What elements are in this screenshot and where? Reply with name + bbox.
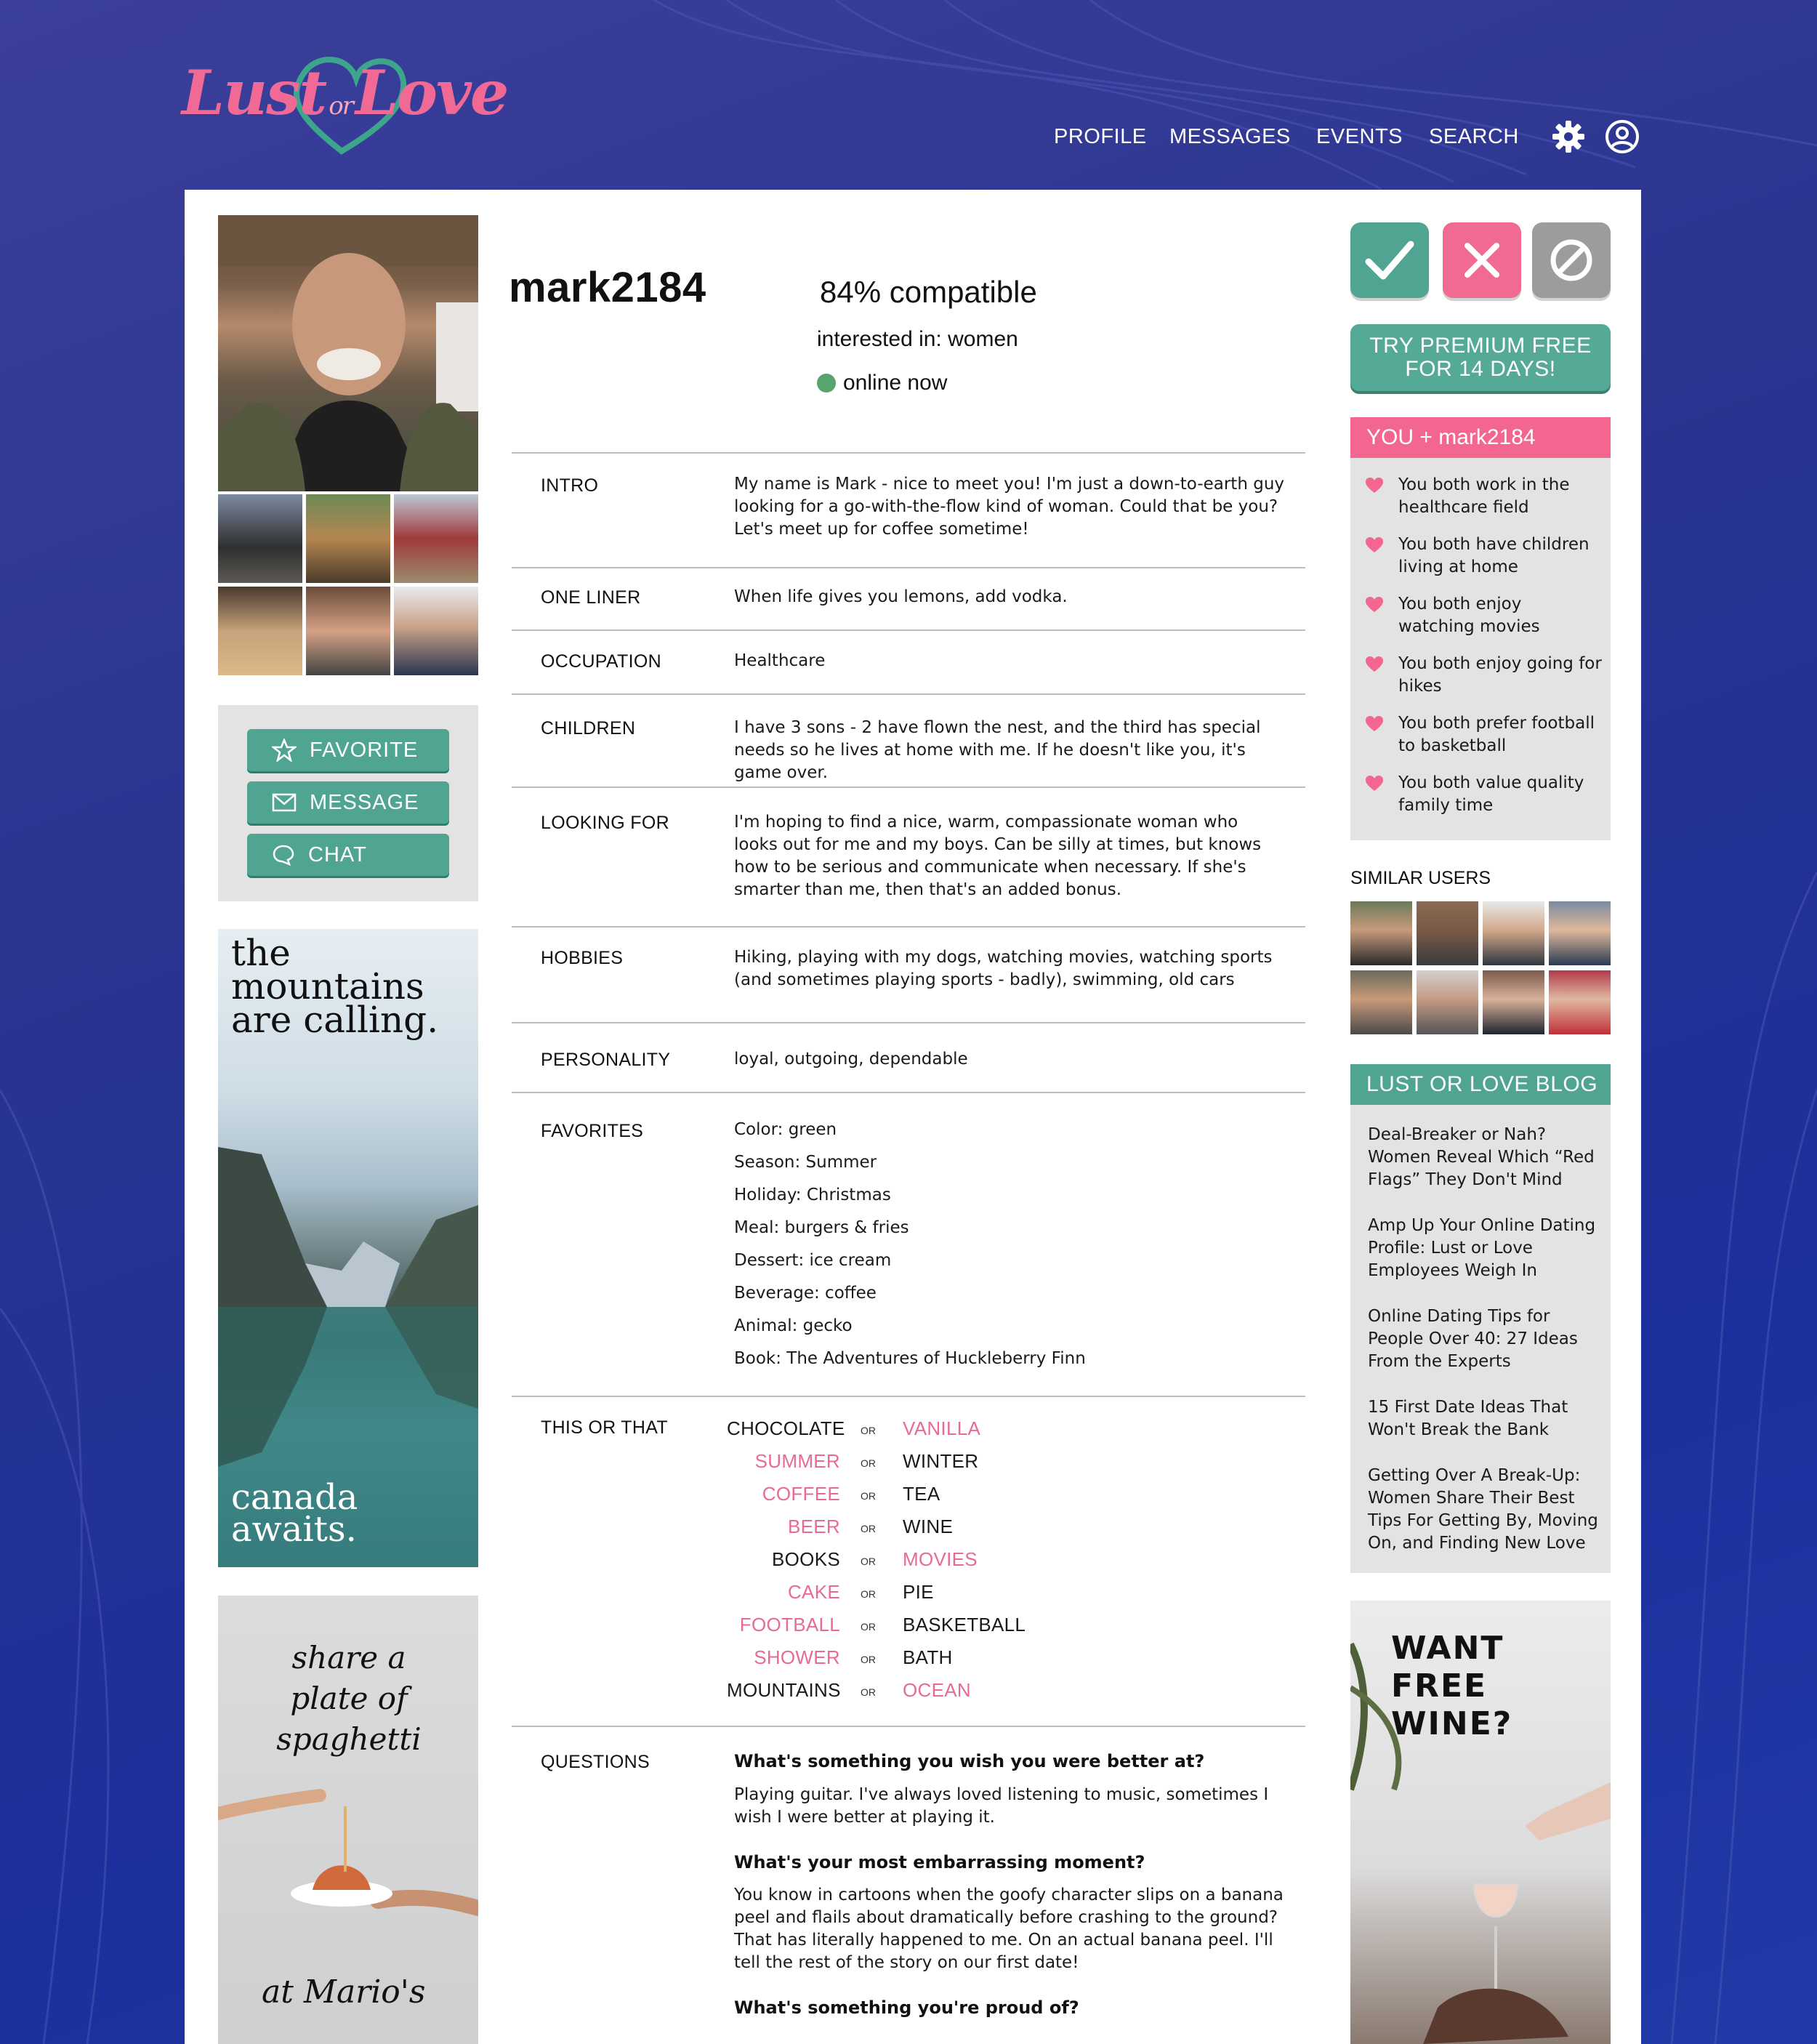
section-value-hobbies: Hiking, playing with my dogs, watching movies, watching sports (and sometimes playing sports - badly), swimming, old cars xyxy=(734,948,1273,989)
close-icon xyxy=(1462,240,1502,281)
this-or-that-right: BASKETBALL xyxy=(903,1614,1026,1635)
heart-icon xyxy=(1365,477,1384,494)
similar-user-avatar[interactable] xyxy=(1483,970,1544,1034)
blog-link[interactable]: Deal-Breaker or Nah? Women Reveal Which “Red Flags” They Don't Mind xyxy=(1368,1125,1595,1189)
this-or-that-right: VANILLA xyxy=(903,1417,981,1439)
logo-wordmark: Lust orLove xyxy=(182,57,508,129)
shared-interest-item: You both enjoy going for hikes xyxy=(1398,654,1602,696)
spaghetti-ad-headline: share a plate of spaghetti xyxy=(276,1640,422,1757)
this-or-that-left: CHOCOLATE xyxy=(727,1417,845,1439)
block-icon xyxy=(1548,237,1595,283)
chat-button[interactable] xyxy=(247,834,449,876)
this-or-that-left: MOUNTAINS xyxy=(727,1679,841,1701)
divider xyxy=(512,1022,1305,1023)
divider xyxy=(512,1092,1305,1093)
section-value-personality: loyal, outgoing, dependable xyxy=(734,1050,968,1069)
nav-events[interactable]: EVENTS xyxy=(1316,125,1403,148)
free-wine-ad[interactable] xyxy=(1350,1601,1611,2044)
gear-icon[interactable] xyxy=(1551,119,1586,154)
premium-line-1: TRY PREMIUM FREE xyxy=(1369,334,1592,358)
section-value-intro: My name is Mark - nice to meet you! I'm just a down-to-earth guy looking for a go-with-the-flow kind of woman. Could that be you? Let's meet up for coffee sometime! xyxy=(734,475,1285,539)
similar-users-grid xyxy=(1350,901,1611,1034)
similar-user-avatar[interactable] xyxy=(1350,901,1412,965)
similar-user-avatar[interactable] xyxy=(1350,970,1412,1034)
photo-thumbnail[interactable] xyxy=(306,587,390,675)
this-or-that-left: COFFEE xyxy=(762,1483,840,1505)
this-or-that-or: OR xyxy=(861,1588,876,1600)
shared-interest-item: You both work in the healthcare field xyxy=(1398,475,1570,517)
shared-interest-item: You both prefer football to basketball xyxy=(1398,714,1595,755)
photo-thumbnail[interactable] xyxy=(394,587,478,675)
heart-icon xyxy=(1365,656,1384,673)
this-or-that-right: WINTER xyxy=(903,1450,979,1472)
divider xyxy=(512,1396,1305,1397)
message-label: MESSAGE xyxy=(310,790,419,814)
this-or-that-left: SHOWER xyxy=(754,1646,840,1668)
favorite-item: Animal: gecko xyxy=(734,1316,853,1335)
user-account-icon[interactable] xyxy=(1605,119,1640,154)
section-label-favorites: FAVORITES xyxy=(541,1121,644,1141)
favorite-item: Color: green xyxy=(734,1120,837,1139)
section-label-occupation: OCCUPATION xyxy=(541,651,661,672)
favorite-item: Meal: burgers & fries xyxy=(734,1218,909,1237)
divider xyxy=(512,786,1305,788)
photo-thumbnail[interactable] xyxy=(218,587,302,675)
blog-box xyxy=(1350,1064,1611,1573)
section-label-questions: QUESTIONS xyxy=(541,1752,650,1772)
shared-interests-box xyxy=(1350,417,1611,840)
interested-in: interested in: women xyxy=(817,327,1018,351)
divider xyxy=(512,693,1305,695)
section-value-occupation: Healthcare xyxy=(734,651,826,670)
spaghetti-ad-tagline: at Mario's xyxy=(262,1973,426,2011)
checkmark-icon xyxy=(1364,238,1415,282)
this-or-that-or: OR xyxy=(861,1621,876,1633)
section-label-hobbies: HOBBIES xyxy=(541,948,624,968)
this-or-that-left: BOOKS xyxy=(772,1548,840,1570)
section-label-one-liner: ONE LINER xyxy=(541,587,641,608)
similar-user-avatar[interactable] xyxy=(1417,901,1478,965)
like-button[interactable] xyxy=(1350,222,1429,298)
heart-icon xyxy=(1365,536,1384,554)
online-status-text: online now xyxy=(843,371,948,395)
nav-messages[interactable]: MESSAGES xyxy=(1169,125,1291,148)
nav-profile[interactable]: PROFILE xyxy=(1054,125,1147,148)
blog-title: LUST OR LOVE BLOG xyxy=(1350,1064,1611,1105)
this-or-that-or: OR xyxy=(861,1686,876,1698)
shared-interest-item: You both have children living at home xyxy=(1398,535,1590,576)
chat-label: CHAT xyxy=(308,842,367,866)
this-or-that-or: OR xyxy=(861,1490,876,1502)
blog-link[interactable]: Getting Over A Break-Up: Women Share Their Best Tips For Getting By, Moving On, and Finding New Love xyxy=(1368,1466,1598,1553)
site-logo[interactable] xyxy=(182,49,508,158)
section-value-children: I have 3 sons - 2 have flown the nest, and the third has special needs so he lives at home with me. If he doesn't like you, it's game over. xyxy=(734,718,1261,782)
question-title: What's your most embarrassing moment? xyxy=(734,1852,1145,1872)
photo-thumbnail[interactable] xyxy=(306,494,390,583)
this-or-that-right: BATH xyxy=(903,1646,953,1668)
canada-ad[interactable] xyxy=(218,929,478,1567)
wine-ad-headline: WANT FREE WINE? xyxy=(1391,1630,1513,1742)
this-or-that-right: MOVIES xyxy=(903,1548,978,1570)
blog-link[interactable]: Amp Up Your Online Dating Profile: Lust or Love Employees Weigh In xyxy=(1368,1216,1596,1280)
heart-icon xyxy=(1365,715,1384,733)
message-button[interactable] xyxy=(247,781,449,824)
blog-link[interactable]: 15 First Date Ideas That Won't Break the Bank xyxy=(1368,1398,1568,1439)
heart-icon xyxy=(1365,596,1384,613)
question-answer: Playing guitar. I've always loved listening to music, sometimes I wish I were better at playing it. xyxy=(734,1785,1269,1827)
similar-users-title: SIMILAR USERS xyxy=(1350,868,1491,888)
divider xyxy=(512,452,1305,454)
shared-interests-title: YOU + mark2184 xyxy=(1350,417,1611,458)
divider xyxy=(512,567,1305,568)
this-or-that-or: OR xyxy=(861,1556,876,1567)
photo-thumbnail[interactable] xyxy=(394,494,478,583)
nav-search[interactable]: SEARCH xyxy=(1429,125,1519,148)
this-or-that-left: CAKE xyxy=(787,1581,840,1603)
favorite-item: Dessert: ice cream xyxy=(734,1251,892,1270)
this-or-that-left: BEER xyxy=(787,1516,840,1537)
section-value-looking-for: I'm hoping to find a nice, warm, compassionate woman who looks out for me and my boys. Can be silly at times, but knows how to be serious and communicate when necessary. If she's smarter than me, then that's an added bonus. xyxy=(734,813,1262,899)
section-value-one-liner: When life gives you lemons, add vodka. xyxy=(734,587,1068,606)
question-answer: You know in cartoons when the goofy character slips on a banana peel and flails about dramatically before crashing to the ground? That has literally happened to me. On an actual banana peel. I'll tell the rest of the story on our first date! xyxy=(734,1886,1284,1972)
this-or-that-or: OR xyxy=(861,1425,876,1436)
this-or-that-right: TEA xyxy=(903,1483,940,1505)
this-or-that-or: OR xyxy=(861,1457,876,1469)
section-label-looking-for: LOOKING FOR xyxy=(541,813,669,833)
profile-actions xyxy=(218,705,478,901)
photo-thumbnails xyxy=(218,494,478,675)
section-label-intro: INTRO xyxy=(541,475,599,496)
divider xyxy=(512,1726,1305,1727)
block-button[interactable] xyxy=(1532,222,1611,298)
blog-link[interactable]: Online Dating Tips for People Over 40: 27 Ideas From the Experts xyxy=(1368,1307,1578,1371)
favorite-item: Season: Summer xyxy=(734,1153,877,1172)
online-status xyxy=(817,371,947,395)
this-or-that-right: PIE xyxy=(903,1581,934,1603)
premium-line-2: FOR 14 DAYS! xyxy=(1405,357,1556,381)
envelope-icon xyxy=(272,793,297,812)
favorite-item: Book: The Adventures of Huckleberry Finn xyxy=(734,1349,1086,1368)
similar-user-avatar[interactable] xyxy=(1483,901,1544,965)
shared-interest-item: You both value quality family time xyxy=(1398,773,1584,815)
shared-interest-item: You both enjoy watching movies xyxy=(1398,595,1540,636)
profile-main-photo[interactable] xyxy=(218,215,478,491)
favorite-item: Holiday: Christmas xyxy=(734,1186,891,1204)
pass-button[interactable] xyxy=(1443,222,1521,298)
similar-user-avatar[interactable] xyxy=(1549,970,1611,1034)
divider xyxy=(512,926,1305,928)
question-title: What's something you're proud of? xyxy=(734,1997,1079,2018)
profile-username: mark2184 xyxy=(509,264,706,311)
this-or-that-right: OCEAN xyxy=(903,1679,971,1701)
canada-ad-tagline: canada awaits. xyxy=(231,1477,358,1550)
compatibility-score: 84% compatible xyxy=(820,275,1037,309)
divider xyxy=(512,629,1305,631)
premium-trial-button[interactable] xyxy=(1350,324,1611,391)
section-label-this-or-that: THIS OR THAT xyxy=(541,1417,668,1438)
chat-bubble-icon xyxy=(272,844,295,866)
this-or-that-right: WINE xyxy=(903,1516,954,1537)
this-or-that-or: OR xyxy=(861,1523,876,1534)
similar-user-avatar[interactable] xyxy=(1417,970,1478,1034)
favorite-label: FAVORITE xyxy=(310,738,419,762)
online-dot-icon xyxy=(817,374,836,393)
this-or-that-left: SUMMER xyxy=(754,1450,840,1472)
canada-ad-headline: the mountains are calling. xyxy=(231,932,439,1041)
section-label-children: CHILDREN xyxy=(541,718,636,739)
this-or-that-or: OR xyxy=(861,1654,876,1665)
star-icon xyxy=(272,739,297,762)
favorite-item: Beverage: coffee xyxy=(734,1284,877,1303)
heart-icon xyxy=(1365,775,1384,792)
spaghetti-ad[interactable] xyxy=(218,1596,478,2044)
similar-user-avatar[interactable] xyxy=(1549,901,1611,965)
photo-thumbnail[interactable] xyxy=(218,494,302,583)
favorite-button[interactable] xyxy=(247,729,449,771)
this-or-that-left: FOOTBALL xyxy=(739,1614,840,1635)
question-title: What's something you wish you were better at? xyxy=(734,1751,1205,1771)
section-label-personality: PERSONALITY xyxy=(541,1050,671,1070)
